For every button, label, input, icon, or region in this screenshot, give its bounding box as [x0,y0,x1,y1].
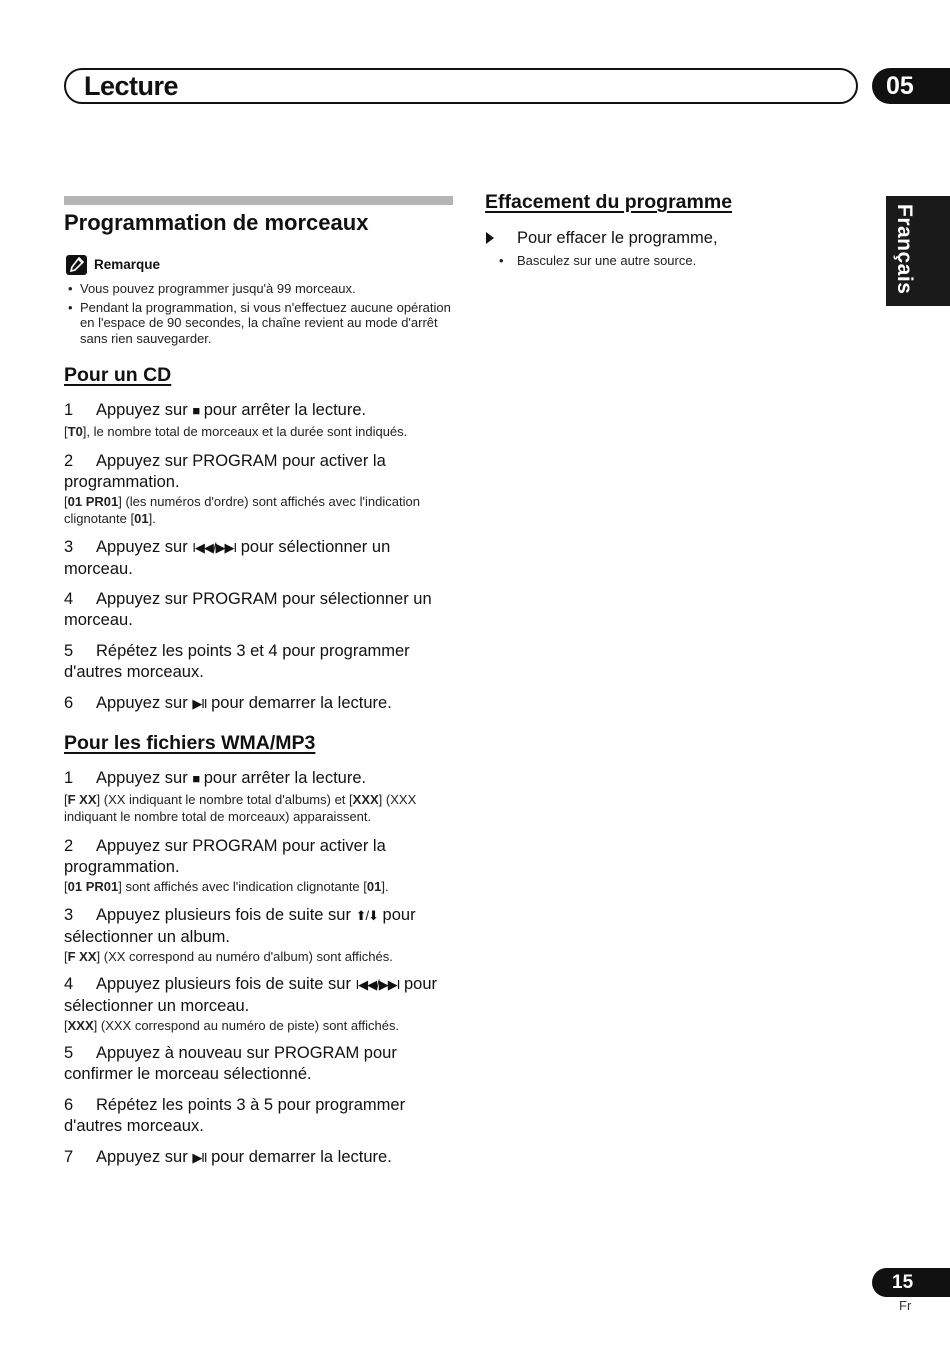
cd-step-4 [64,589,456,630]
list-item: • Vous pouvez programmer jusqu'à 99 morceaux. [64,281,456,297]
skip-icon: I◀◀/▶▶I [192,540,237,555]
step-detail: [XXX] (XXX correspond au numéro de piste) sont affichés. [64,1018,400,1033]
step-text: Appuyez sur [96,694,193,712]
subsection-heading-cd: Pour un CD [64,364,172,386]
step-text: Répétez les points 3 et 4 pour programmer d'autres morceaux. [64,642,410,681]
page-number: 15 [872,1268,950,1297]
mp3-step-4 [64,974,456,1034]
stop-icon: ■ [192,403,200,418]
step-number: 2 [64,452,74,470]
step-number: 1 [64,769,74,787]
note-label: Remarque [94,257,161,272]
stop-icon: ■ [192,771,200,786]
mp3-step-5 [64,1043,456,1084]
chapter-number: 05 [872,68,950,104]
step-text: Appuyez sur [96,538,193,556]
skip-icon: I◀◀/▶▶I [355,977,400,992]
note-pencil-icon [66,255,87,275]
play-pause-icon: ▶II [192,696,207,711]
cd-step-1 [64,400,456,440]
step-number: 6 [64,1096,74,1114]
cd-step-6 [64,693,456,715]
step-text: pour arrêter la lecture. [199,769,367,787]
list-item: • Basculez sur une autre source. [499,253,697,268]
step-text: pour demarrer la lecture. [206,694,392,712]
step-detail: [F XX] (XX correspond au numéro d'album) sont affichés. [64,949,393,964]
note-list [64,281,456,349]
step-text: Répétez les points 3 à 5 pour programmer d'autres morceaux. [64,1096,406,1135]
task-title: Pour effacer le programme, [517,229,718,247]
step-number: 1 [64,401,74,419]
step-text: Appuyez plusieurs fois de suite sur [96,975,356,993]
cd-step-2 [64,451,456,527]
step-text: Appuyez sur [96,1148,193,1166]
cd-step-5 [64,641,456,682]
language-tab-label: Français [893,204,916,295]
step-text: Appuyez à nouveau sur PROGRAM pour confirmer le morceau sélectionné. [64,1044,397,1083]
section-divider [64,196,453,205]
step-text: pour demarrer la lecture. [206,1148,392,1166]
subsection-heading-mp3: Pour les fichiers WMA/MP3 [64,732,316,754]
mp3-step-3 [64,905,456,965]
mp3-step-2 [64,836,456,895]
step-number: 5 [64,642,74,660]
step-text: Appuyez sur PROGRAM pour activer la programmation. [64,837,386,876]
step-text: Appuyez plusieurs fois de suite sur [96,906,356,924]
subsection-heading-clear: Effacement du programme [485,191,733,213]
step-text: pour sélectionner un morceau. [64,975,437,1015]
list-item: • Pendant la programmation, si vous n'effectuez aucune opération en l'espace de 90 secondes, la chaîne revient au mode d'arrêt sans rien sauvegarder. [64,300,456,347]
language-tab [886,196,950,306]
step-text: pour sélectionner un morceau. [64,538,391,578]
step-number: 5 [64,1044,74,1062]
step-text: Appuyez sur [96,401,193,419]
step-number: 3 [64,906,74,924]
mp3-step-1 [64,768,456,825]
play-pause-icon: ▶II [192,1150,207,1165]
step-text: Appuyez sur [96,769,193,787]
step-number: 3 [64,538,74,556]
arrow-right-icon [486,232,494,244]
page-language: Fr [899,1298,912,1313]
step-number: 7 [64,1148,74,1166]
step-text: pour sélectionner un album. [64,906,416,946]
step-number: 2 [64,837,74,855]
up-down-icon: ⬆/⬇ [355,908,378,923]
mp3-step-6 [64,1095,456,1136]
mp3-step-7 [64,1147,456,1169]
step-number: 4 [64,590,74,608]
step-number: 6 [64,694,74,712]
step-detail: [T0], le nombre total de morceaux et la durée sont indiqués. [64,423,408,439]
step-detail: [01 PR01] (les numéros d'ordre) sont affichés avec l'indication clignotante [01]. [64,494,420,526]
page-title: Lecture [84,71,179,101]
step-text: pour arrêter la lecture. [199,401,367,419]
step-text: Appuyez sur PROGRAM pour sélectionner un morceau. [64,590,432,629]
step-detail: [F XX] (XX indiquant le nombre total d'albums) et [XXX] (XXX indiquant le nombre total de morceaux) apparaissent. [64,791,417,824]
section-heading: Programmation de morceaux [64,210,369,235]
cd-step-3 [64,537,456,579]
step-text: Appuyez sur PROGRAM pour activer la programmation. [64,452,386,491]
step-number: 4 [64,975,74,993]
header-frame [64,68,858,104]
step-detail: [01 PR01] sont affichés avec l'indication clignotante [01]. [64,879,389,894]
